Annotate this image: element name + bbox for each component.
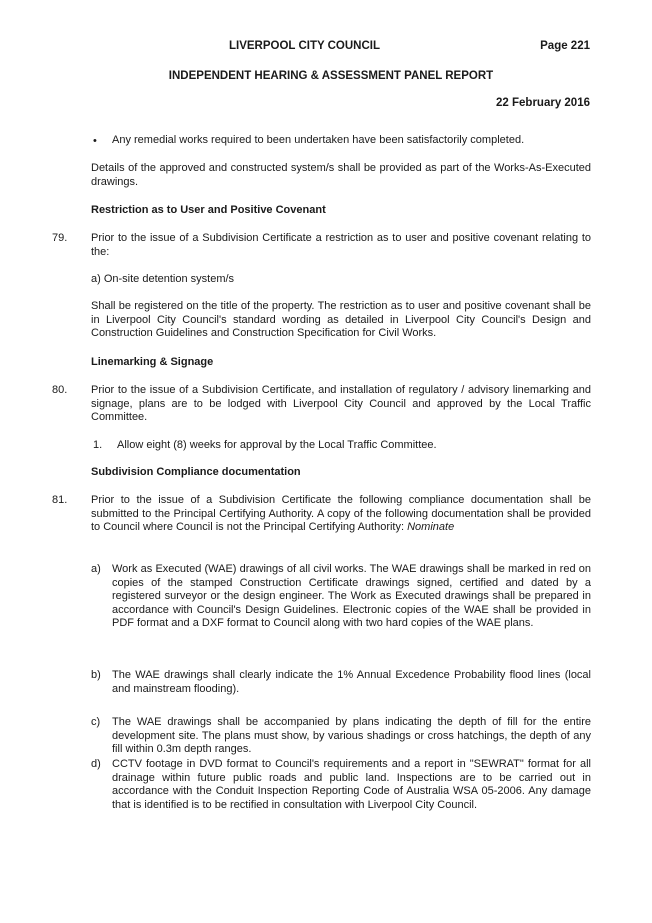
item-80-sub-number: 1. [93,439,103,451]
section-heading-linemarking: Linemarking & Signage [91,356,214,368]
item-81-sub-c: The WAE drawings shall be accompanied by plans indicating the depth of fill for the entire development site. The plans must show, by various shadings or cross hatchings, the depth of any fill within 0.3m depth ranges. [112,716,591,756]
section-heading-compliance: Subdivision Compliance documentation [91,466,301,478]
item-81-sub-d-label: d) [91,758,101,770]
item-80-intro: Prior to the issue of a Subdivision Certificate, and installation of regulatory / advisory linemarking and signage, plans are to be lodged with Liverpool City Council and approved by the Local Traffic Committee. [91,384,591,424]
item-81-sub-a-label: a) [91,563,101,575]
item-81-intro [91,494,591,535]
item-81-sub-b-label: b) [91,669,101,681]
item-79-intro: Prior to the issue of a Subdivision Certificate a restriction as to user and positive covenant relating to the: [91,232,591,258]
item-number-79: 79. [52,232,68,244]
item-81-sub-a: Work as Executed (WAE) drawings of all civil works. The WAE drawings shall be marked in red on copies of the stamped Construction Certificate drawings signed, certified and dated by a registered surveyor or the design engineer. The Work as Executed drawings shall be prepared in accordance with Council's Design Guidelines. Electronic copies of the WAE shall be provided in PDF format and a DXF format to Council along with two hard copies of the WAE plans. [112,563,591,630]
item-79-paragraph: Shall be registered on the title of the property. The restriction as to user and positive covenant shall be in Liverpool City Council's standard wording as detailed in Liverpool City Council's Design and Construction Guidelines and Construction Specification for Civil Works. [91,300,591,340]
item-number-80: 80. [52,384,68,396]
item-81-sub-d: CCTV footage in DVD format to Council's requirements and a report in "SEWRAT" format for all drainage within future public roads and public land. Inspections are to be carried out in accordance with the Conduit Inspection Reporting Code of Australia WSA 05-2006. Any damage that is identified is to be rectified in consultation with Liverpool City Council. [112,758,591,811]
section-heading-restriction: Restriction as to User and Positive Covenant [91,204,326,216]
page-number: Page 221 [540,40,590,52]
item-79-sub-a: a) On-site detention system/s [91,273,235,285]
report-title: INDEPENDENT HEARING & ASSESSMENT PANEL REPORT [168,70,494,82]
report-date: 22 February 2016 [496,97,590,109]
bullet-marker: • [93,135,97,147]
bullet-item: Any remedial works required to been undertaken have been satisfactorily completed. [112,134,525,146]
details-paragraph: Details of the approved and constructed system/s shall be provided as part of the Works-As-Executed drawings. [91,162,591,188]
item-number-81: 81. [52,494,68,506]
item-81-intro-text: Prior to the issue of a Subdivision Certificate the following compliance documentation shall be submitted to the Principal Certifying Authority. A copy of the following documentation shall be provided to Council where Council is not the Principal Certifying Authority: [91,494,591,534]
item-80-sub-text: Allow eight (8) weeks for approval by the Local Traffic Committee. [117,439,437,451]
item-81-sub-b: The WAE drawings shall clearly indicate the 1% Annual Excedence Probability flood lines (local and mainstream flooding). [112,669,591,695]
council-name: LIVERPOOL CITY COUNCIL [229,40,381,52]
item-81-sub-c-label: c) [91,716,101,728]
item-81-intro-italic: Nominate [407,521,455,534]
